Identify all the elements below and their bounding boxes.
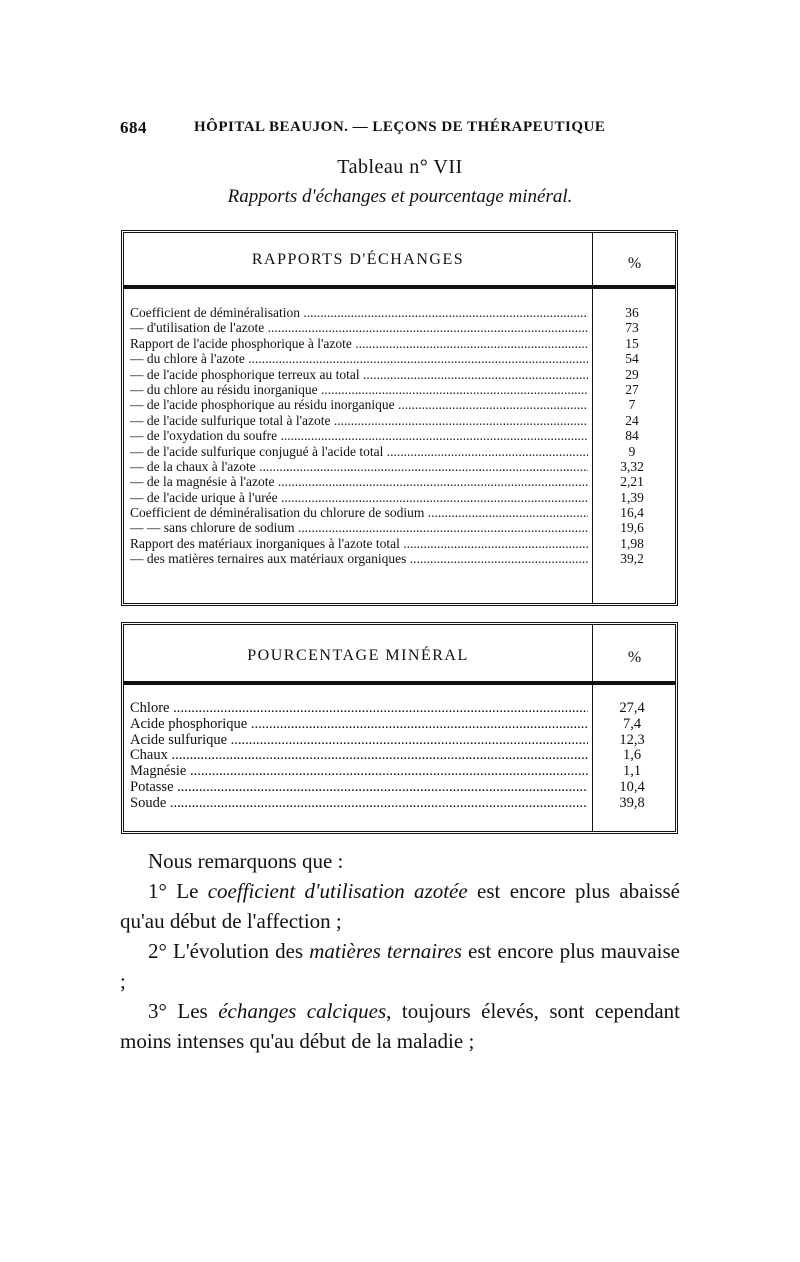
- row-value: 16,4: [620, 505, 644, 521]
- paragraph-intro: Nous remarquons que :: [148, 849, 344, 873]
- table-row: [130, 367, 670, 382]
- running-header: [120, 118, 680, 140]
- row-value: 12,3: [619, 731, 645, 748]
- row-label: — de l'acide sulfurique conjugué à l'acide total .....: [130, 444, 588, 459]
- row-label: — — sans chlorure de sodium .....: [130, 520, 588, 535]
- row-label: — de l'acide phosphorique au résidu inorganique .....: [130, 397, 588, 412]
- table-row: [130, 351, 670, 366]
- table-header-percent: %: [627, 649, 642, 666]
- row-value: 1,39: [620, 489, 644, 505]
- header-rule: [124, 681, 675, 685]
- row-label: — de l'acide phosphorique terreux au total .....: [130, 367, 588, 382]
- table-row: [130, 336, 670, 351]
- row-label: — du chlore à l'azote .....: [130, 351, 588, 366]
- row-value: 84: [625, 428, 639, 444]
- table-row: [130, 305, 670, 320]
- paragraph-2: [120, 936, 680, 996]
- row-value: 19,6: [620, 520, 644, 536]
- p3-text-a: 3° Les: [148, 999, 219, 1023]
- row-label: — des matières ternaires aux matériaux organiques .....: [130, 551, 588, 566]
- row-label: — de l'acide urique à l'urée .....: [130, 490, 588, 505]
- row-value: 27,4: [619, 700, 645, 716]
- row-value: 54: [625, 351, 639, 367]
- row-value: 73: [625, 320, 639, 336]
- row-value: 39,8: [619, 794, 645, 811]
- table-rows: [130, 701, 670, 812]
- table-row: [130, 413, 670, 428]
- row-value: 3,32: [620, 458, 644, 474]
- row-label: — de la chaux à l'azote .....: [130, 459, 588, 474]
- table-row: [130, 733, 670, 749]
- paragraph-3: [120, 996, 680, 1056]
- table-row: [130, 701, 670, 717]
- row-label: Chlore .....: [130, 701, 588, 717]
- table-title: Tableau n° VII: [337, 156, 463, 178]
- p3-emphasis: échanges calciques: [218, 999, 387, 1023]
- row-value: 29: [625, 366, 639, 382]
- row-label: — de l'oxydation du soufre .....: [130, 428, 588, 443]
- table-header-label: POURCENTAGE MINÉRAL: [247, 647, 469, 664]
- table-row: [130, 551, 670, 566]
- table-header-label: RAPPORTS D'ÉCHANGES: [251, 251, 465, 268]
- table-row: [130, 505, 670, 520]
- row-label: Magnésie .....: [130, 764, 588, 780]
- row-value: 2,21: [620, 474, 644, 490]
- row-value: 36: [625, 305, 639, 320]
- row-label: Soude .....: [130, 796, 588, 812]
- rapports-echanges-table: [121, 230, 678, 606]
- row-label: — de la magnésie à l'azote .....: [130, 474, 588, 489]
- row-label: — d'utilisation de l'azote .....: [130, 320, 588, 335]
- row-value: 39,2: [620, 551, 644, 567]
- table-row: [130, 536, 670, 551]
- p1-text-a: 1° Le: [148, 879, 208, 903]
- table-row: [130, 459, 670, 474]
- table-row: [130, 382, 670, 397]
- row-label: Acide phosphorique .....: [130, 717, 588, 733]
- row-value: 1,6: [622, 747, 642, 764]
- table-row: [130, 320, 670, 335]
- table-row: [130, 520, 670, 535]
- page-number: 684: [120, 118, 147, 137]
- row-label: Coefficient de déminéralisation du chlorure de sodium .....: [130, 505, 588, 520]
- row-label: Coefficient de déminéralisation .....: [130, 305, 588, 320]
- table-row: [130, 397, 670, 412]
- row-label: Acide sulfurique .....: [130, 733, 588, 749]
- table-row: [130, 474, 670, 489]
- p2-emphasis: matières ternaires: [309, 939, 462, 963]
- row-label: Rapport des matériaux inorganiques à l'azote total .....: [130, 536, 588, 551]
- p1-emphasis: coefficient d'utilisation azotée: [207, 879, 468, 903]
- table-row: [130, 796, 670, 812]
- table-row: [130, 444, 670, 459]
- row-value: 15: [625, 335, 639, 351]
- table-row: [130, 780, 670, 796]
- row-value: 7: [628, 397, 636, 413]
- row-value: 10,4: [619, 778, 645, 795]
- p1-text-b: est encore plus abaissé qu'au début de l'affection ;: [120, 879, 681, 933]
- row-value: 1,98: [620, 535, 644, 551]
- p3-text-b: , toujours élevés, sont cependant moins intenses qu'au début de la maladie ;: [120, 999, 680, 1053]
- row-label: — de l'acide sulfurique total à l'azote .....: [130, 413, 588, 428]
- table-subtitle: Rapports d'échanges et pourcentage minéral.: [227, 186, 573, 207]
- row-label: Potasse .....: [130, 780, 588, 796]
- p2-text-b: est encore plus mauvaise ;: [120, 939, 681, 993]
- table-rows: [130, 305, 670, 567]
- row-value: 1,1: [622, 763, 642, 780]
- row-value: 27: [625, 381, 639, 397]
- table-row: [130, 764, 670, 780]
- row-label: Chaux .....: [130, 748, 588, 764]
- paragraph-1: [120, 876, 680, 936]
- table-row: [130, 490, 670, 505]
- row-value: 24: [625, 412, 639, 428]
- p2-text-a: 2° L'évolution des: [148, 939, 310, 963]
- pourcentage-mineral-table: [121, 622, 678, 834]
- body-text: [120, 846, 680, 1056]
- table-row: [130, 748, 670, 764]
- row-value: 7,4: [622, 715, 642, 732]
- row-label: — du chlore au résidu inorganique .....: [130, 382, 588, 397]
- row-label: Rapport de l'acide phosphorique à l'azote .....: [130, 336, 588, 351]
- running-title: HÔPITAL BEAUJON. — LEÇONS DE THÉRAPEUTIQUE: [194, 119, 606, 135]
- header-rule: [124, 285, 675, 289]
- table-header-percent: %: [627, 255, 642, 272]
- table-row: [130, 428, 670, 443]
- table-row: [130, 717, 670, 733]
- row-value: 9: [628, 443, 636, 459]
